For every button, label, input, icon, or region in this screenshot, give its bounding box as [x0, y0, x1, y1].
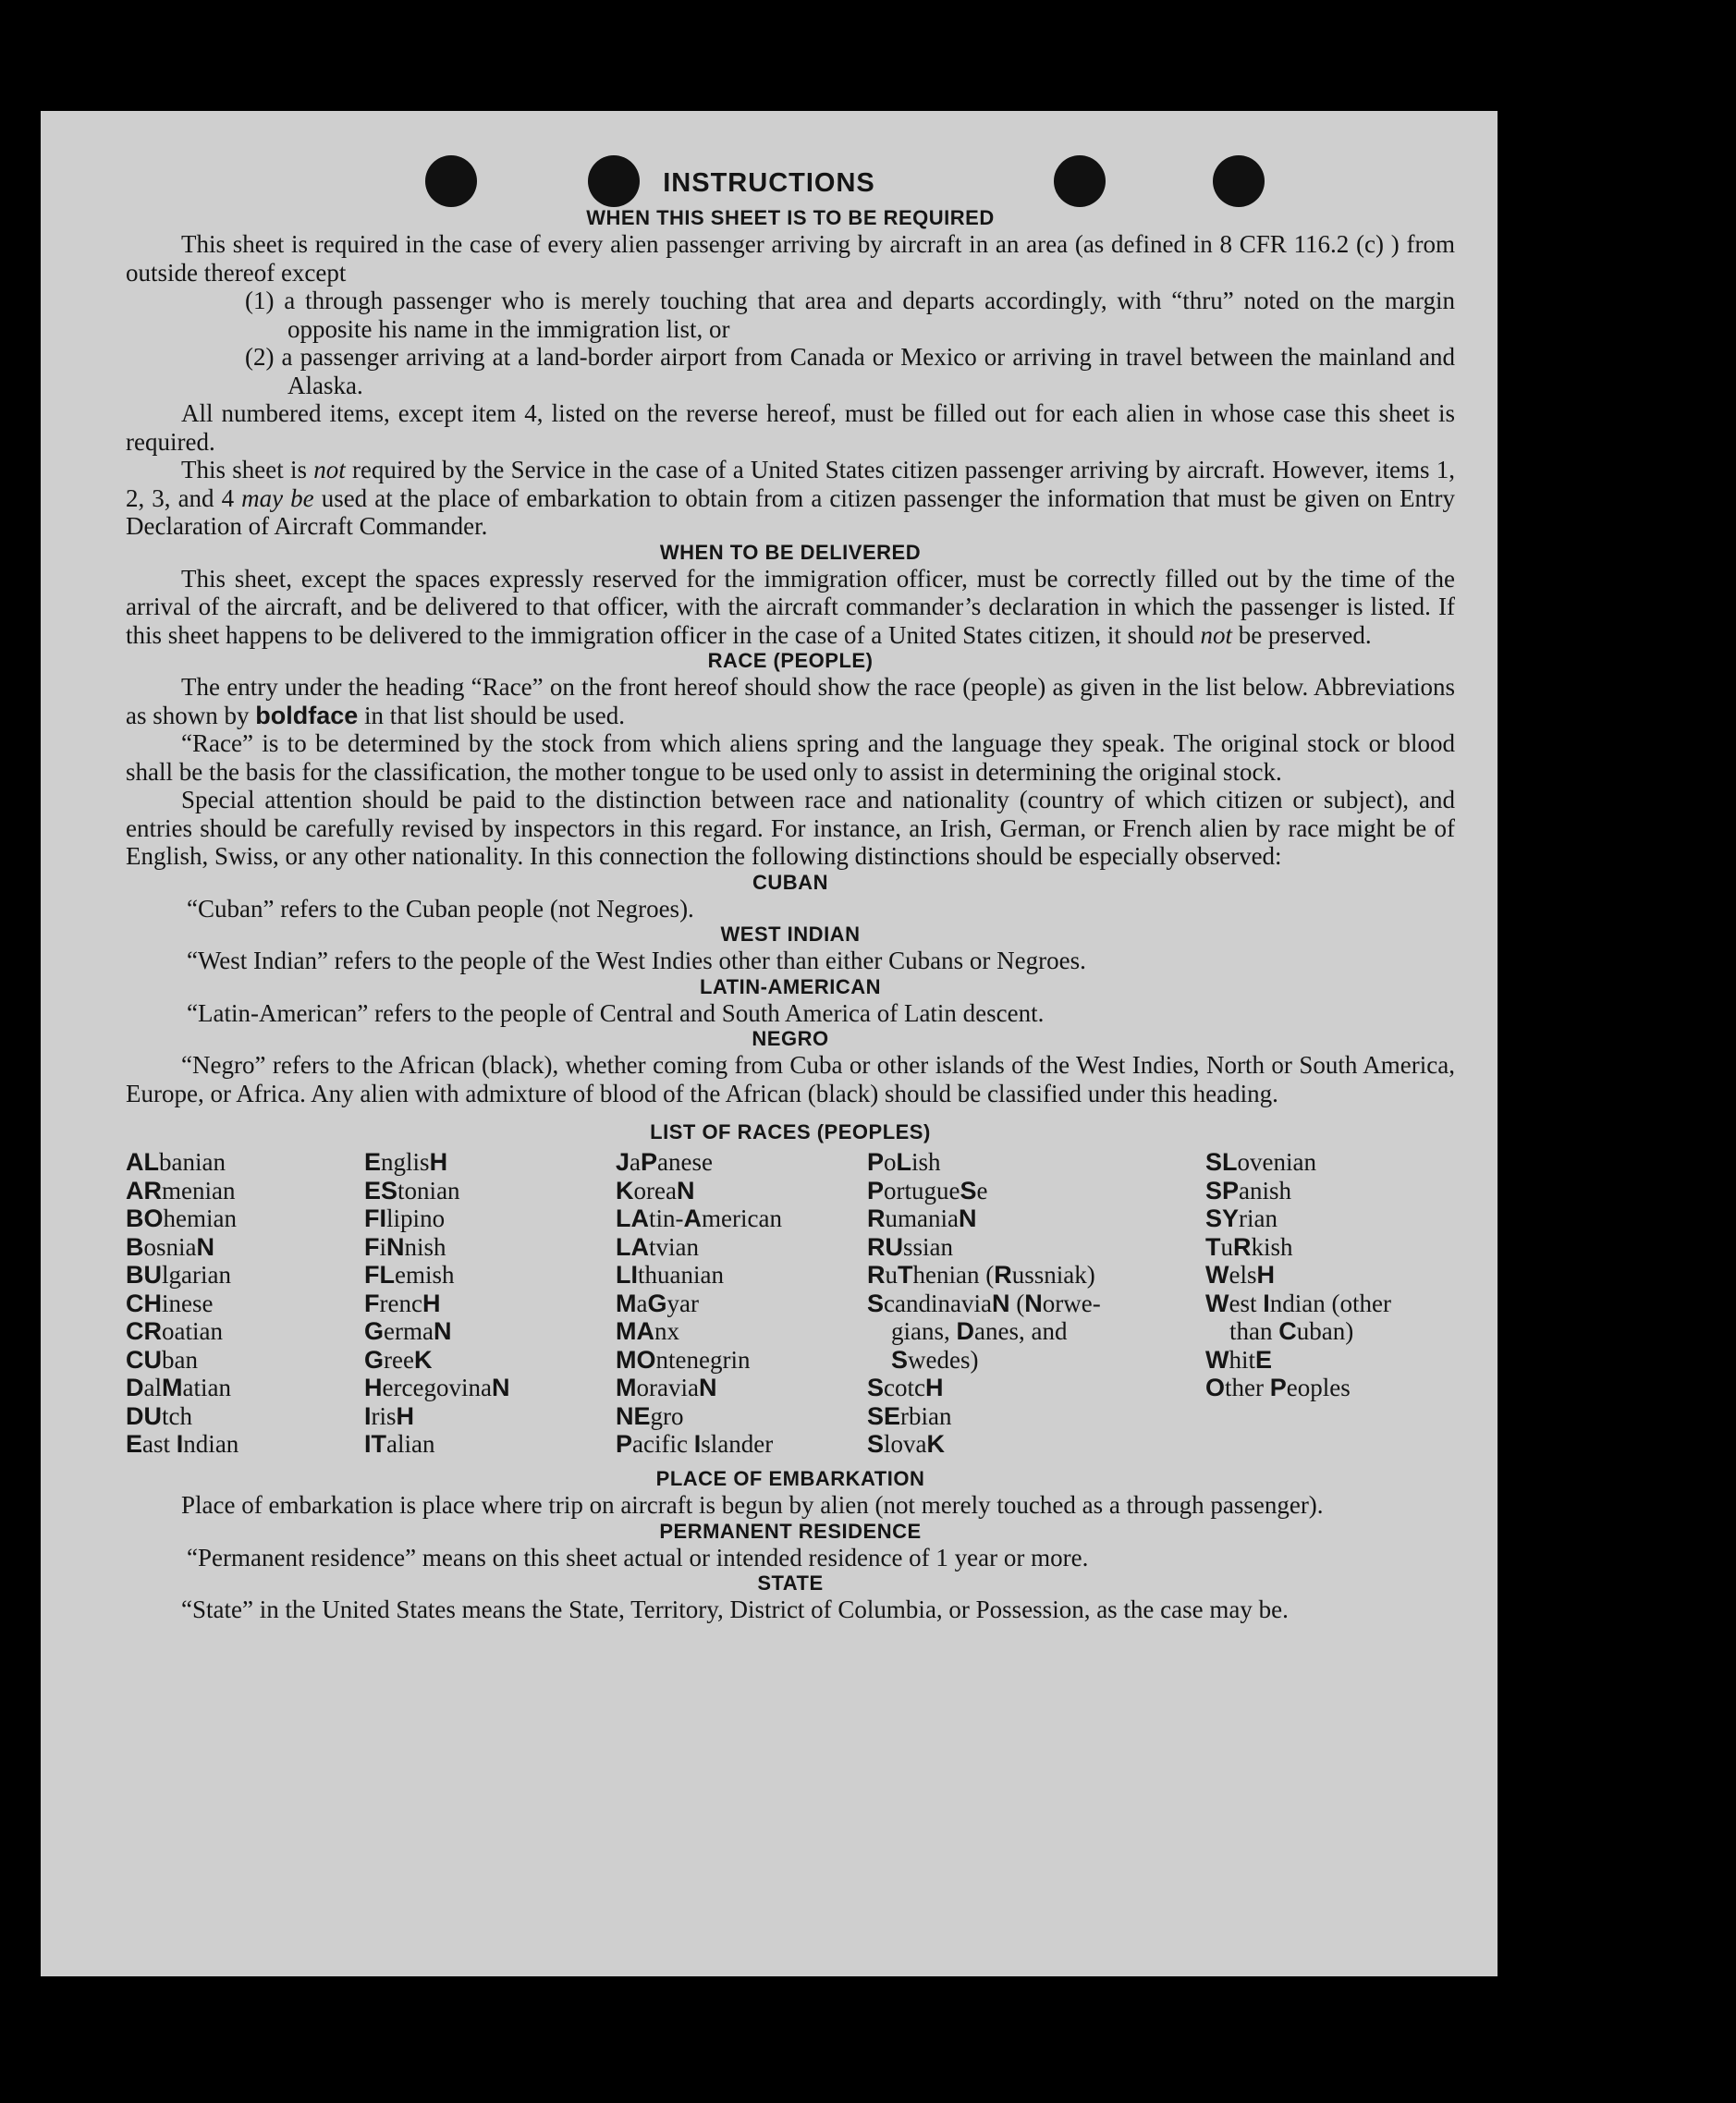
- paragraph: “Race” is to be determined by the stock from which aliens spring and the language they speak. The original stock or blood shall be the basis for the classification, the mother tongue to be used only to assist in determining the original stock.: [126, 729, 1455, 786]
- race-item: SlovaK: [867, 1430, 946, 1458]
- race-item: RuThenian (Russniak): [867, 1261, 1095, 1289]
- race-column: [364, 1148, 509, 1459]
- heading-when-delivered: WHEN TO BE DELIVERED: [659, 540, 922, 564]
- paragraph: This sheet, except the spaces expressly reserved for the immigration officer, must be correctly filled out by the time of the arrival of the aircraft, and be delivered to that officer, with the aircraft commander’s declaration in which the passenger is listed. If this sheet happens to be delivered to the immigration officer in the case of a United States citizen, it should not be preserved.: [126, 564, 1455, 649]
- heading-when-required: WHEN THIS SHEET IS TO BE REQUIRED: [586, 206, 995, 229]
- race-column: [616, 1148, 782, 1459]
- heading-latin-american: LATIN-AMERICAN: [699, 974, 881, 998]
- race-item: West Indian (other: [1205, 1289, 1392, 1317]
- list-item: (2) a passenger arriving at a land-border airport from Canada or Mexico or arriving in travel between the mainland and Alaska.: [245, 343, 1455, 399]
- race-item: FrencH: [364, 1289, 441, 1317]
- race-item: Other Peoples: [1205, 1374, 1351, 1401]
- race-item: than Cuban): [1229, 1317, 1354, 1345]
- race-item: JaPanese: [616, 1148, 713, 1176]
- heading-cuban: CUBAN: [752, 870, 828, 894]
- heading-state: STATE: [757, 1571, 824, 1595]
- race-column: [867, 1148, 1101, 1459]
- race-item: CRoatian: [126, 1317, 223, 1345]
- paragraph: This sheet is not required by the Service in the case of a United States citizen passenger arriving by aircraft. However, items 1, 2, 3, and 4 may be used at the place of embarkation to obtain from a citizen passenger the information that must be given on Entry Declaration of Aircraft Commander.: [126, 456, 1456, 540]
- race-item: ScotcH: [867, 1374, 944, 1401]
- race-item: PoLish: [867, 1148, 941, 1176]
- race-item: EStonian: [364, 1176, 460, 1204]
- race-item: SYrian: [1205, 1204, 1278, 1232]
- instructions-body: [126, 206, 1455, 1624]
- race-item: ARmenian: [126, 1176, 236, 1204]
- race-item: SPanish: [1205, 1176, 1292, 1204]
- race-item: East Indian: [126, 1430, 239, 1458]
- race-item: GreeK: [364, 1345, 433, 1374]
- definition: “Cuban” refers to the Cuban people (not Negroes).: [187, 894, 694, 923]
- race-column: [126, 1148, 238, 1459]
- paragraph: This sheet is required in the case of every alien passenger arriving by aircraft in an area (as defined in 8 CFR 116.2 (c) ) from outside thereof except: [126, 230, 1455, 287]
- race-item: GermaN: [364, 1317, 452, 1345]
- race-item: NEgro: [616, 1401, 684, 1430]
- race-item: LIthuanian: [616, 1261, 725, 1289]
- heading-list-of-races: LIST OF RACES (PEOPLES): [650, 1120, 931, 1143]
- paragraph: The entry under the heading “Race” on the front hereof should show the race (people) as given in the list below. Abbreviations as shown by boldface in that list should be used.: [126, 673, 1455, 729]
- race-list: [126, 1148, 1455, 1467]
- race-item: FIlipino: [364, 1204, 446, 1232]
- definition: “Permanent residence” means on this sheet actual or intended residence of 1 year or more.: [187, 1543, 1089, 1571]
- race-item: PortugueSe: [867, 1176, 988, 1204]
- paragraph: “State” in the United States means the State, Territory, District of Columbia, or Possession, as the case may be.: [181, 1596, 1289, 1623]
- race-item: Swedes): [891, 1345, 979, 1374]
- race-item: RumaniaN: [867, 1204, 977, 1232]
- race-item: MAnx: [616, 1317, 679, 1345]
- document-page: [41, 111, 1498, 1976]
- race-column: [1205, 1148, 1391, 1402]
- heading-race: RACE (PEOPLE): [707, 649, 874, 672]
- definition: “Latin-American” refers to the people of Central and South America of Latin descent.: [187, 998, 1045, 1027]
- list-item: (1) a through passenger who is merely touching that area and departs accordingly, with “thru” noted on the margin opposite his name in the immigration list, or: [245, 287, 1455, 343]
- race-item: HercegovinaN: [364, 1374, 510, 1401]
- race-item: ITalian: [364, 1430, 435, 1458]
- race-item: ALbanian: [126, 1148, 226, 1176]
- definition: “West Indian” refers to the people of the West Indies other than either Cubans or Negroes.: [187, 947, 1086, 974]
- race-item: WelsH: [1205, 1261, 1275, 1289]
- race-item: WhitE: [1205, 1345, 1273, 1374]
- paragraph: All numbered items, except item 4, listed on the reverse hereof, must be filled out for each alien in whose case this sheet is required.: [126, 399, 1455, 456]
- race-item: ScandinaviaN (Norwe-: [867, 1289, 1101, 1317]
- paragraph: Place of embarkation is place where trip on aircraft is begun by alien (not merely touched as a through passenger).: [181, 1491, 1324, 1519]
- heading-place-of-embarkation: PLACE OF EMBARKATION: [655, 1467, 925, 1490]
- heading-permanent-residence: PERMANENT RESIDENCE: [659, 1519, 922, 1543]
- race-item: SErbian: [867, 1401, 952, 1430]
- heading-negro: NEGRO: [752, 1027, 829, 1050]
- race-item: gians, Danes, and: [891, 1317, 1068, 1345]
- race-item: TuRkish: [1205, 1232, 1293, 1261]
- race-item: EnglisH: [364, 1148, 448, 1176]
- race-item: IrisH: [364, 1401, 415, 1430]
- race-item: RUssian: [867, 1232, 954, 1261]
- paragraph: Special attention should be paid to the distinction between race and nationality (country of which citizen or subject), and entries should be carefully revised by inspectors in this regard. For instance, an Irish, German, or French alien by race might be of English, Swiss, or any other nationality. In this connection the following distinctions should be especially observed:: [126, 786, 1455, 870]
- race-item: SLovenian: [1205, 1148, 1316, 1176]
- race-item: BOhemian: [126, 1204, 238, 1232]
- heading-west-indian: WEST INDIAN: [720, 923, 861, 946]
- race-item: BUlgarian: [126, 1261, 231, 1289]
- race-item: LAtin-American: [616, 1204, 783, 1232]
- race-item: LAtvian: [616, 1232, 700, 1261]
- race-item: DalMatian: [126, 1374, 231, 1401]
- race-item: CUban: [126, 1345, 198, 1374]
- paragraph: “Negro” refers to the African (black), whether coming from Cuba or other islands of the West Indies, North or South America, Europe, or Africa. Any alien with admixture of blood of the African (black) should be classified under this heading.: [126, 1051, 1455, 1107]
- page-title: INSTRUCTIONS: [663, 168, 875, 198]
- race-item: KoreaN: [616, 1176, 695, 1204]
- race-item: MOntenegrin: [616, 1345, 751, 1374]
- race-item: CHinese: [126, 1289, 214, 1317]
- race-item: BosniaN: [126, 1232, 215, 1261]
- race-item: MaGyar: [616, 1289, 699, 1317]
- race-item: FLemish: [364, 1261, 455, 1289]
- race-item: MoraviaN: [616, 1374, 717, 1401]
- race-item: Pacific Islander: [616, 1430, 774, 1458]
- race-item: FiNnish: [364, 1232, 446, 1261]
- race-item: DUtch: [126, 1401, 192, 1430]
